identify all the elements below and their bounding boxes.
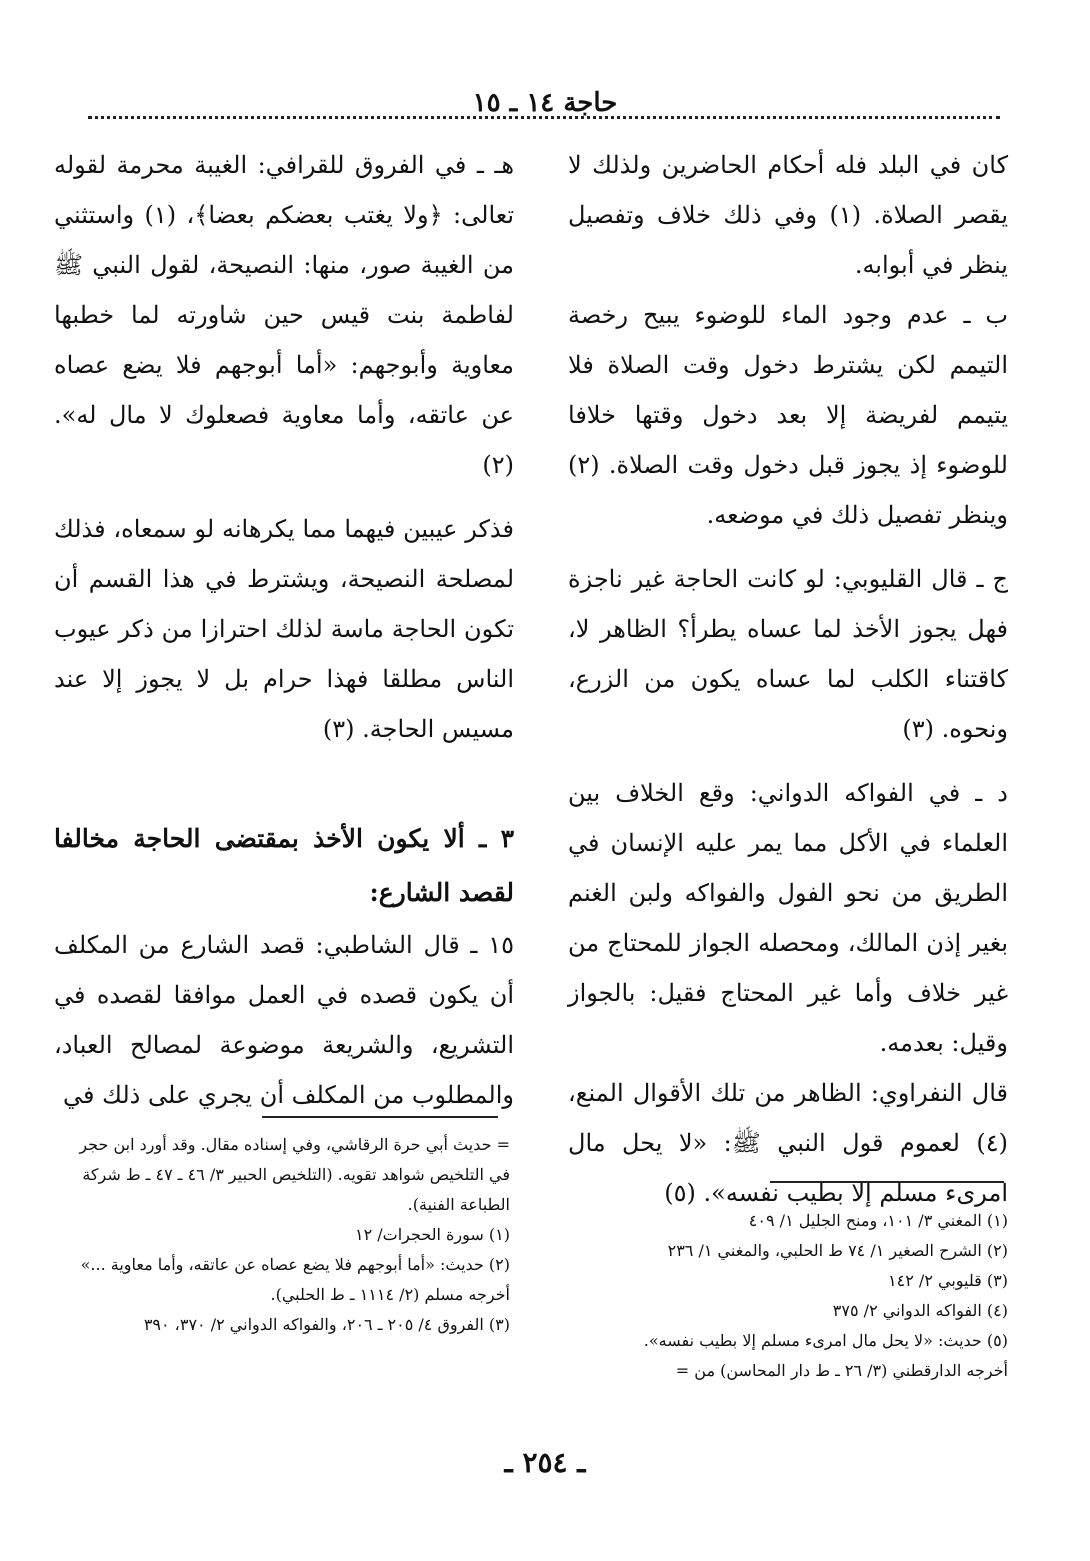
section-heading: ٣ ـ ألا يكون الأخذ بمقتضى الحاجة مخالفا لقصد الشارع: (54, 824, 514, 907)
left-column (54, 140, 514, 1120)
paragraph: فذكر عيبين فيهما مما يكرهانه لو سمعاه، فذلك لمصلحة النصيحة، ويشترط في هذا القسم أن تكون الحاجة ماسة لذلك احترازا من ذكر عيوب الناس مطلقا فهذا حرام بل لا يجوز إلا عند مسيس الحاجة. (٣) (54, 515, 515, 743)
footnote: (٥) حديث: «لا يحل مال امرىء مسلم إلا بطيب نفسه». (643, 1331, 1008, 1350)
footnotes-left (60, 1130, 510, 1340)
paragraph: د ـ في الفواكه الدواني: وقع الخلاف بين العلماء في الأكل مما يمر عليه الإنسان في الطريق من نحو الفول والفواكه ولبن الغنم بغير إذن المالك، ومحصله الجواز للمحتاج من غير خلاف وأما غير المحتاج فقيل: بالجواز وقيل: بعدمه. (568, 779, 1008, 1057)
footnote: (٣) قليوبي ٢/ ١٤٢ (888, 1271, 1008, 1290)
footnote: (١) سورة الحجرات/ ١٢ (354, 1225, 510, 1244)
paragraph: ج ـ قال القليوبي: لو كانت الحاجة غير ناجزة فهل يجوز الأخذ لما عساه يطرأ؟ الظاهر لا، كاقتناء الكلب لما عساه يكون من الزرع، ونحوه. (٣) (568, 565, 1008, 743)
running-header: حاجة ١٤ ـ ١٥ (472, 88, 618, 118)
paragraph: قال النفراوي: الظاهر من تلك الأقوال المنع، (٤) لعموم قول النبي ﷺ: «لا يحل مال امرىء مسلم إلا بطيب نفسه». (٥) (568, 1079, 1009, 1207)
footnote-rule-right (770, 1181, 1004, 1183)
footnote: (٤) الفواكه الدواني ٢/ ٣٧٥ (832, 1301, 1008, 1320)
paragraph: ب ـ عدم وجود الماء للوضوء يبيح رخصة التيمم لكن يشترط دخول وقت الصلاة فلا يتيمم لفريضة إلا بعد دخول وقتها خلافا للوضوء إذ يجوز قبل دخول وقت الصلاة. (٢) وينظر تفصيل ذلك في موضعه. (568, 301, 1008, 529)
paragraph: ١٥ ـ قال الشاطبي: قصد الشارع من المكلف أن يكون قصده في العمل موافقا لقصده في التشريع، والشريعة موضوعة لمصالح العباد، والمطلوب من المكلف أن يجري على ذلك في (54, 931, 514, 1109)
footnote-rule-left (262, 1116, 498, 1118)
footnote: = حديث أبي حرة الرقاشي، وفي إسناده مقال. وقد أورد ابن حجر في التلخيص شواهد تقويه. (التلخيص الحبير ٣/ ٤٦ ـ ٤٧ ـ ط شركة الطباعة الفنية). (79, 1135, 510, 1214)
footnotes-right (548, 1206, 1008, 1386)
footnote: (٢) حديث: «أما أبوجهم فلا يضع عصاه عن عاتقه، وأما معاوية ...» أخرجه مسلم (٢/ ١١١٤ ـ ط الحلبي). (80, 1255, 510, 1304)
right-column (568, 140, 1008, 1218)
footnote: (١) المغني ٣/ ١٠١، ومنح الجليل ١/ ٤٠٩ (748, 1211, 1008, 1230)
footnote: (٣) الفروق ٤/ ٢٠٥ ـ ٢٠٦، والفواكه الدواني ٢/ ٣٧٠، ٣٩٠ (143, 1315, 510, 1334)
footnote: أخرجه الدارقطني (٣/ ٢٦ ـ ط دار المحاسن) من = (675, 1361, 1008, 1380)
page-number: ـ ٢٥٤ ـ (504, 1446, 586, 1479)
paragraph: هـ ـ في الفروق للقرافي: الغيبة محرمة لقوله تعالى: ﴿ولا يغتب بعضكم بعضا﴾، (١) واستثني من الغيبة صور، منها: النصيحة، لقول النبي ﷺ لفاطمة بنت قيس حين شاورته لما خطبها معاوية وأبوجهم: «أما أبوجهم فلا يضع عصاه عن عاتقه، وأما معاوية فصعلوك لا مال له». (٢) (54, 151, 515, 479)
paragraph: كان في البلد فله أحكام الحاضرين ولذلك لا يقصر الصلاة. (١) وفي ذلك خلاف وتفصيل ينظر في أبوابه. (568, 151, 1008, 279)
footnote: (٢) الشرح الصغير ١/ ٧٤ ط الحلبي، والمغني ١/ ٢٣٦ (667, 1241, 1008, 1260)
header-dotted-rule (88, 116, 1000, 119)
